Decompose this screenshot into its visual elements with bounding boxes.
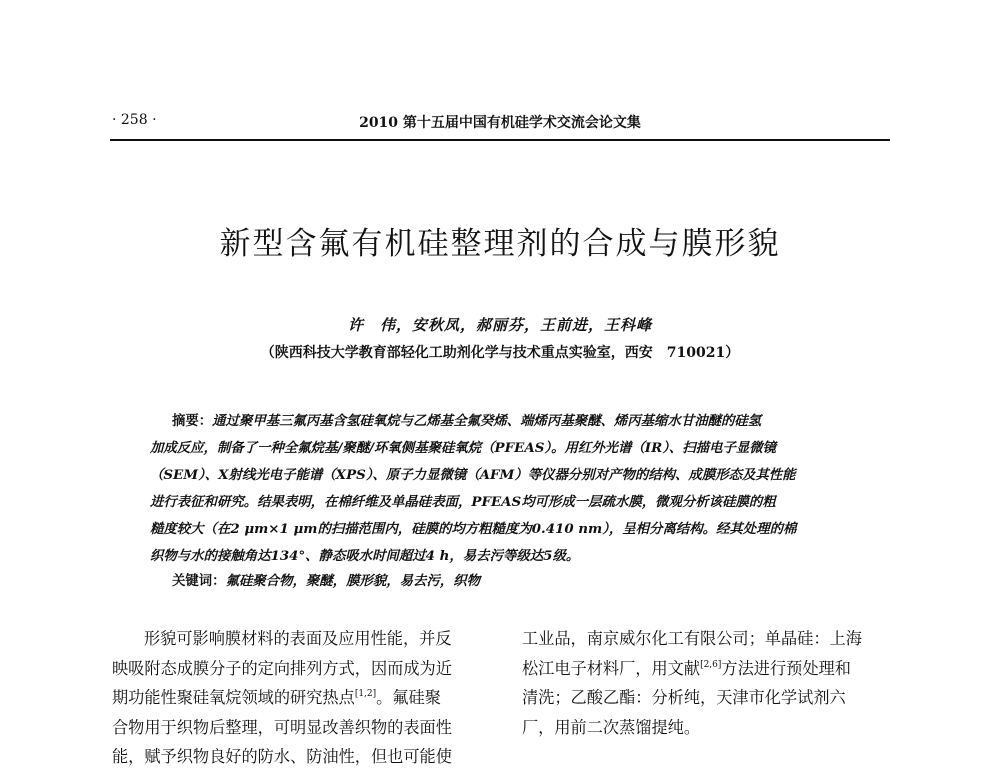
body-line: 能，赋予织物良好的防水、防油性，但也可能使 xyxy=(112,747,452,766)
body-line xyxy=(112,683,490,713)
abstract-line: 织物与水的接触角达134°、静态吸水时间超过4 h，易去污等级达5级。 xyxy=(150,548,580,564)
body-line: 映吸附态成膜分子的定向排列方式，因而成为近 xyxy=(112,658,452,678)
paper-title: 新型含氟有机硅整理剂的合成与膜形貌 xyxy=(219,226,781,262)
body-line: 合物用于织物后整理，可明显改善织物的表面性 xyxy=(112,717,452,737)
abstract xyxy=(150,408,885,570)
abstract-line: 糙度较大（在2 μm×1 μm的扫描范围内，硅膜的均方粗糙度为0.410 nm），呈相分离结构。经其处理的棉 xyxy=(150,521,797,537)
body-line: 厂，用前二次蒸馏提纯。 xyxy=(522,717,701,737)
running-title: 2010 第十五届中国有机硅学术交流会论文集 xyxy=(359,115,641,131)
keywords-text: 氟硅聚合物，聚醚，膜形貌，易去污，织物 xyxy=(225,573,480,589)
body-line: 形貌可影响膜材料的表面及应用性能，并反 xyxy=(144,629,452,648)
running-header xyxy=(110,112,890,134)
body-line: 清洗；乙酸乙酯：分析纯，天津市化学试剂六 xyxy=(522,688,846,707)
page-number: · 258 · xyxy=(112,112,157,128)
author-list: 许 伟，安秋凤，郝丽芬，王前进，王科峰 xyxy=(347,316,652,334)
keywords-label: 关键词： xyxy=(172,573,226,589)
abstract-label: 摘要： xyxy=(172,413,213,429)
body-text: 方法进行预处理和 xyxy=(721,658,851,678)
abstract-line: （SEM）、X射线光电子能谱（XPS）、原子力显微镜（AFM）等仪器分别对产物的结构、成膜形态及其性能 xyxy=(150,467,796,483)
body-column-left xyxy=(112,624,490,772)
abstract-line: 进行表征和研究。结果表明，在棉纤维及单晶硅表面，PFEAS均可形成一层疏水膜，微观分析该硅膜的粗 xyxy=(150,494,776,510)
abstract-text: 通过聚甲基三氟丙基含氢硅氧烷与乙烯基全氟癸烯、端烯丙基聚醚、烯丙基缩水甘油醚的硅氢 xyxy=(212,413,762,429)
keywords xyxy=(172,570,885,589)
citation: [1,2] xyxy=(354,689,377,699)
body-text: 松江电子材料厂，用文献 xyxy=(522,658,701,678)
body-text: 期功能性聚硅氧烷领域的研究热点 xyxy=(112,688,355,707)
abstract-line: 加成反应，制备了一种全氟烷基/聚醚/环氧侧基聚硅氧烷（PFEAS）。用红外光谱（IR）、扫描电子显微镜 xyxy=(150,440,777,456)
body-line: 工业品，南京威尔化工有限公司；单晶硅：上海 xyxy=(522,629,862,648)
header-rule xyxy=(110,139,890,141)
affiliation: （陕西科技大学教育部轻化工助剂化学与技术重点实验室，西安 710021） xyxy=(260,345,740,361)
body-column-right xyxy=(522,624,894,742)
citation: [2,6] xyxy=(700,659,722,670)
body-text: 。氟硅聚 xyxy=(376,688,441,707)
abstract-line xyxy=(150,408,885,435)
body-line xyxy=(522,654,894,684)
